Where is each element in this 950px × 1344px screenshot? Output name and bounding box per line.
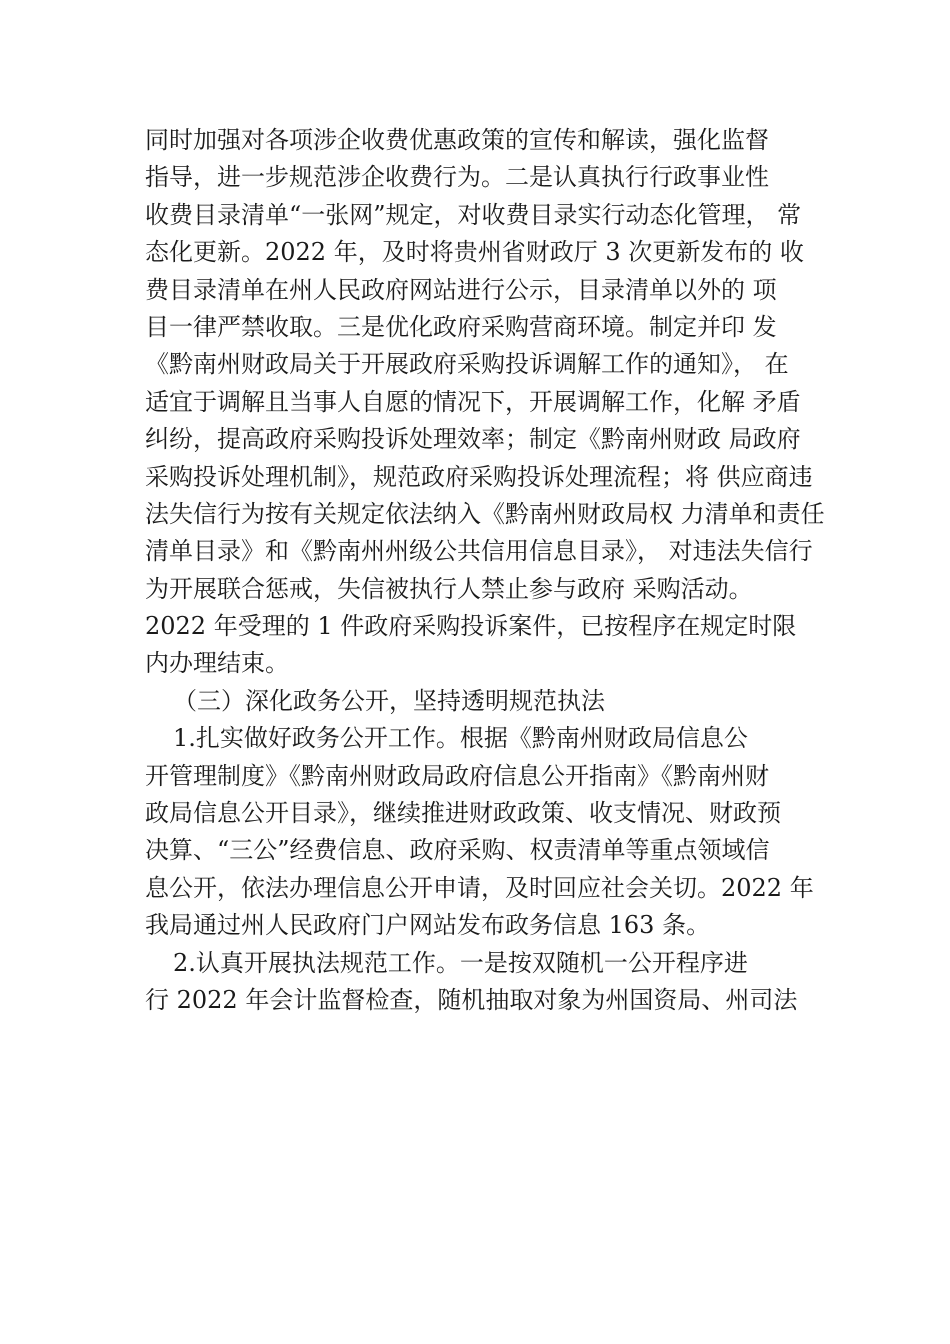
paragraph-line: 法失信行为按有关规定依法纳入《黔南州财政局权 力清单和责任 <box>145 499 825 528</box>
paragraph-line: 目一律严禁收取。三是优化政府采购营商环境。制定并印 发 <box>145 312 777 341</box>
paragraph-line: 收费目录清单“一张网”规定，对收费目录实行动态化管理， 常 <box>145 200 802 229</box>
section-heading <box>145 683 805 720</box>
paragraph-line: 政局信息公开目录》，继续推进财政政策、收支情况、财政预 <box>145 799 781 828</box>
paragraph-line: 采购投诉处理机制》，规范政府采购投诉处理流程；将 供应商违 <box>145 462 813 491</box>
paragraph-line: 决算、“三公”经费信息、政府采购、权责清单等重点领域信 <box>145 836 770 865</box>
paragraph-line: 费目录清单在州人民政府网站进行公示，目录清单以外的 项 <box>145 275 777 304</box>
paragraph-3 <box>145 945 805 1020</box>
document-body <box>145 122 825 1019</box>
paragraph-line: 我局通过州人民政府门户网站发布政务信息 163 条。 <box>145 911 711 940</box>
paragraph-line: 为开展联合惩戒，失信被执行人禁止参与政府 采购活动。 <box>145 574 753 603</box>
paragraph-line: 1.扎实做好政务公开工作。根据《黔南州财政局信息公 <box>173 724 748 753</box>
paragraph-line: 同时加强对各项涉企收费优惠政策的宣传和解读，强化监督 <box>145 126 769 154</box>
paragraph-line: 内办理结束。 <box>145 649 289 678</box>
paragraph-line: 《黔南州财政局关于开展政府采购投诉调解工作的通知》， 在 <box>145 350 789 379</box>
paragraph-line: 行 2022 年会计监督检查，随机抽取对象为州国资局、州司法 <box>145 985 798 1014</box>
paragraph-line: 息公开，依法办理信息公开申请，及时回应社会关切。2022 年 <box>145 873 814 902</box>
paragraph-line: 纠纷，提高政府采购投诉处理效率；制定《黔南州财政 局政府 <box>145 425 801 454</box>
paragraph-line: 2.认真开展执法规范工作。一是按双随机一公开程序进 <box>173 948 748 977</box>
paragraph-line: 指导，进一步规范涉企收费行为。二是认真执行行政事业性 <box>145 163 769 192</box>
paragraph-2 <box>145 720 814 944</box>
paragraph-line: 适宜于调解且当事人自愿的情况下，开展调解工作，化解 矛盾 <box>145 387 801 416</box>
paragraph-line: 态化更新。2022 年，及时将贵州省财政厅 3 次更新发布的 收 <box>145 238 804 267</box>
paragraph-line: 2022 年受理的 1 件政府采购投诉案件，已按程序在规定时限 <box>145 612 797 641</box>
paragraph-line: 清单目录》和《黔南州州级公共信用信息目录》， 对违法失信行 <box>145 537 813 566</box>
paragraph-line: 开管理制度》《黔南州财政局政府信息公开指南》《黔南州财 <box>145 761 769 790</box>
section-heading-text: （三）深化政务公开，坚持透明规范执法 <box>173 686 605 715</box>
paragraph-1 <box>145 122 825 683</box>
